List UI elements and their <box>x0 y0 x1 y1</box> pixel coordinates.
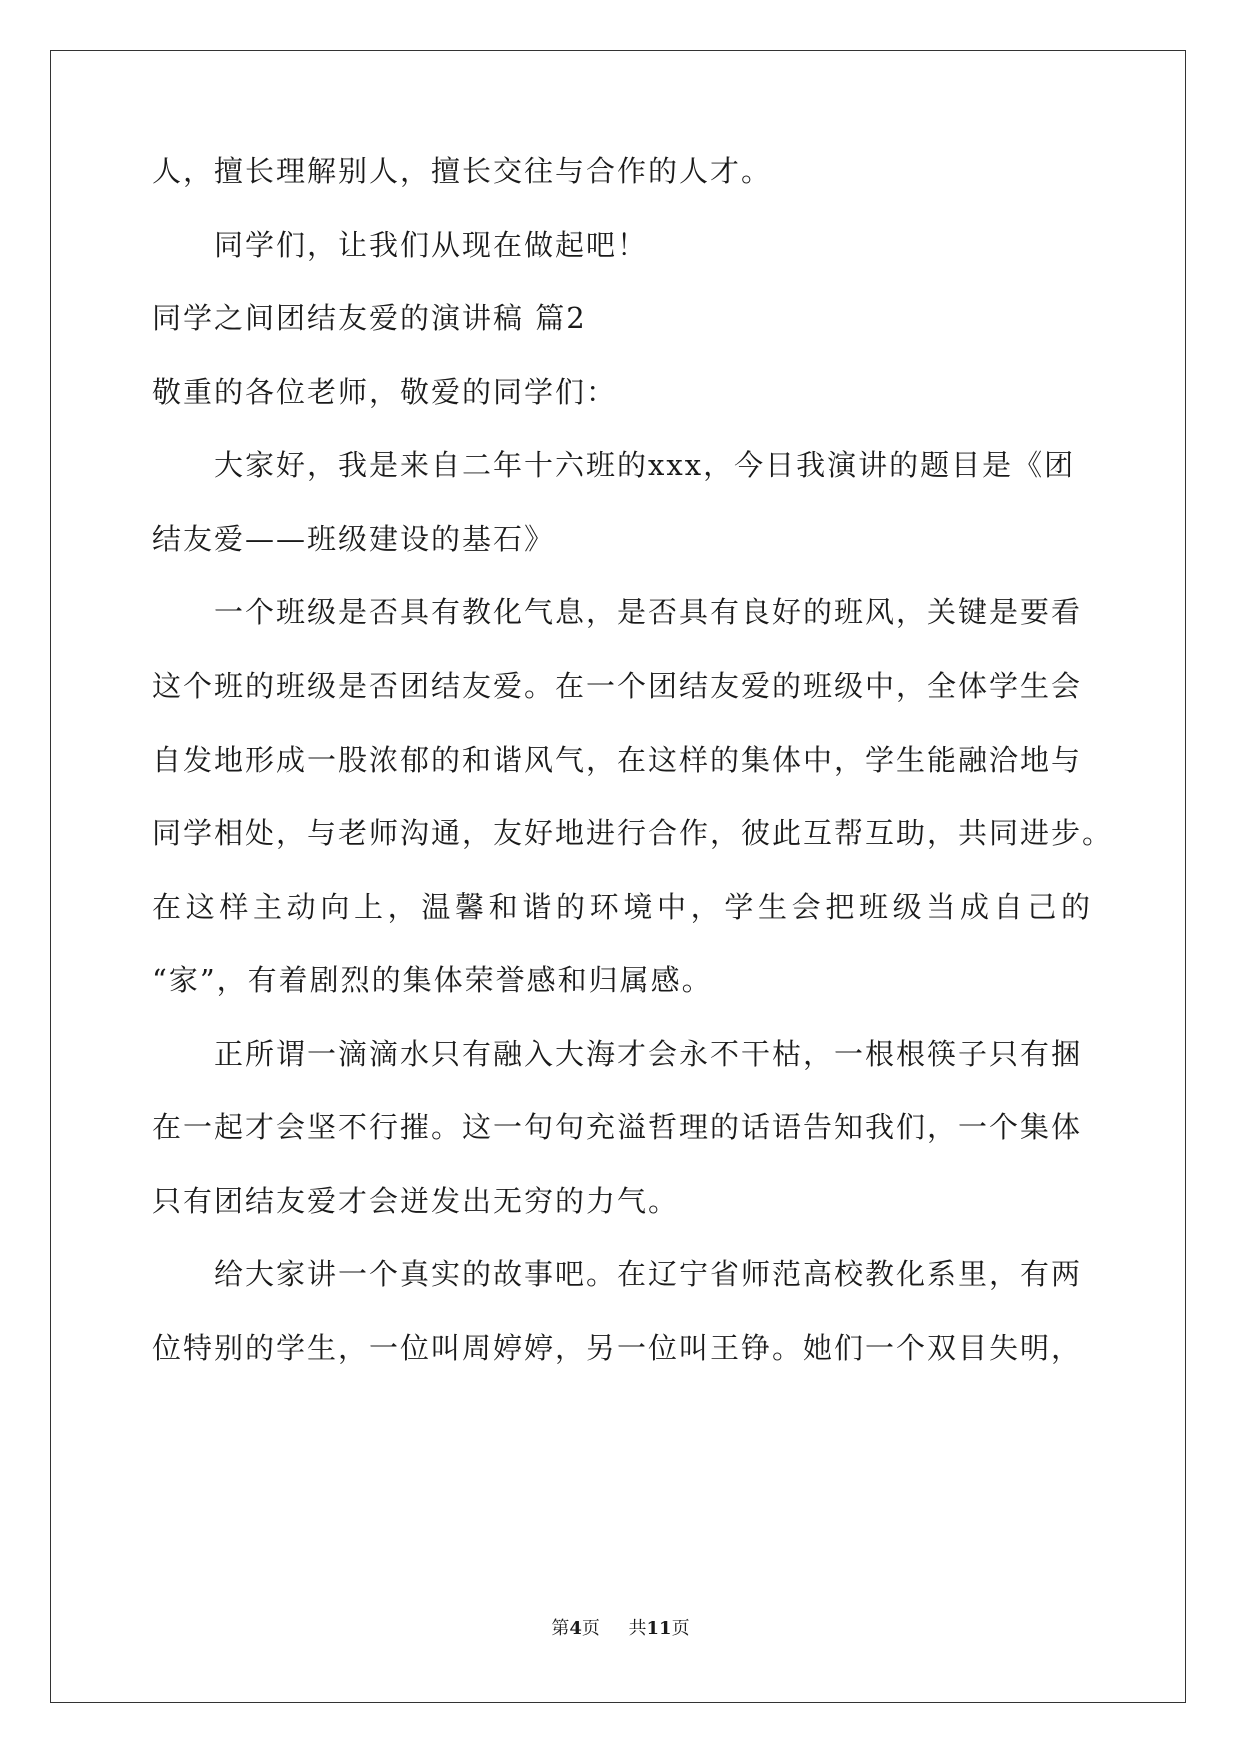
body-line-10: 同学相处，与老师沟通，友好地进行合作，彼此互帮互助，共同进步。 <box>152 816 1114 850</box>
body-line-16: 给大家讲一个真实的故事吧。在辽宁省师范高校教化系里，有两 <box>214 1257 1083 1291</box>
body-line-7: 一个班级是否具有教化气息，是否具有良好的班风，关键是要看 <box>214 595 1083 629</box>
body-line-5: 大家好，我是来自二年十六班的xxx，今日我演讲的题目是《团 <box>214 448 1076 482</box>
section-heading: 同学之间团结友爱的演讲稿 篇2 <box>152 301 587 335</box>
body-line-13: 正所谓一滴滴水只有融入大海才会永不干枯，一根根筷子只有捆 <box>214 1037 1083 1071</box>
body-line-9: 自发地形成一股浓郁的和谐风气，在这样的集体中，学生能融洽地与 <box>152 743 1083 777</box>
footer-prefix: 第 <box>551 1618 570 1639</box>
body-line-17: 位特别的学生，一位叫周婷婷，另一位叫王铮。她们一个双目失明， <box>152 1331 1083 1365</box>
body-line-8: 这个班的班级是否团结友爱。在一个团结友爱的班级中，全体学生会 <box>152 669 1083 703</box>
body-line-1: 人，擅长理解别人，擅长交往与合作的人才。 <box>152 154 773 188</box>
page-footer <box>0 1617 1241 1641</box>
footer-total-prefix: 共 <box>628 1618 647 1639</box>
body-line-2: 同学们，让我们从现在做起吧！ <box>214 228 649 262</box>
salutation: 敬重的各位老师，敬爱的同学们： <box>152 375 618 409</box>
footer-page-number: 4 <box>569 1618 582 1639</box>
footer-total-pages: 11 <box>646 1618 672 1639</box>
body-line-11: 在这样主动向上，温馨和谐的环境中，学生会把班级当成自己的 <box>152 890 1090 924</box>
footer-page-suffix: 页 <box>581 1618 600 1639</box>
body-line-15: 只有团结友爱才会迸发出无穷的力气。 <box>152 1184 680 1218</box>
body-line-14: 在一起才会坚不行摧。这一句句充溢哲理的话语告知我们，一个集体 <box>152 1110 1083 1144</box>
body-line-6: 结友爱——班级建设的基石》 <box>152 522 556 556</box>
footer-total-suffix: 页 <box>671 1618 690 1639</box>
body-line-12: “家”，有着剧烈的集体荣誉感和归属感。 <box>152 963 713 997</box>
